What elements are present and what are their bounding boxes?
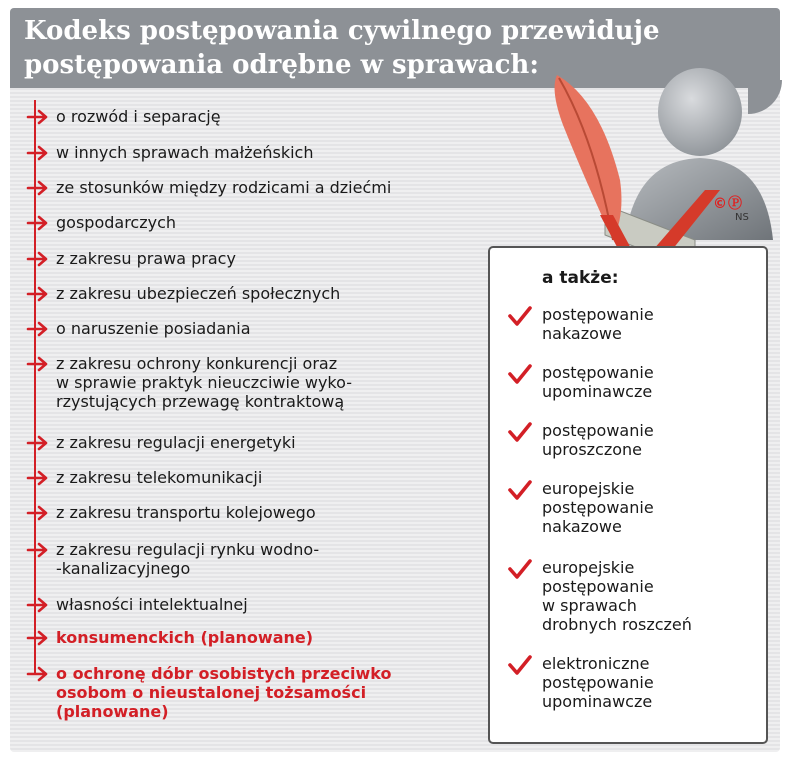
- list-item-label: konsumenckich (planowane): [56, 628, 314, 647]
- arrow-right-icon: [26, 504, 50, 522]
- author-initials: NS: [735, 212, 749, 223]
- checkmark-icon: [508, 305, 532, 327]
- person-head: [658, 68, 742, 156]
- title-line-1: Kodeks postępowania cywilnego przewiduje: [24, 16, 660, 46]
- list-item-label: gospodarczych: [56, 213, 177, 232]
- checkmark-icon: [508, 558, 532, 580]
- list-item-label: z zakresu transportu kolejowego: [56, 503, 316, 522]
- also-item-label: elektroniczne postępowanie upominawcze: [542, 654, 654, 711]
- arrow-right-icon: [26, 665, 50, 683]
- also-item-label: postępowanie nakazowe: [542, 305, 654, 343]
- arrow-right-icon: [26, 179, 50, 197]
- arrow-right-icon: [26, 144, 50, 162]
- also-item-label: europejskie postępowanie nakazowe: [542, 479, 654, 536]
- checkmark-icon: [508, 654, 532, 676]
- also-item-label: postępowanie upominawcze: [542, 363, 654, 401]
- checkmark-icon: [508, 363, 532, 385]
- list-item-label: własności intelektualnej: [56, 595, 248, 614]
- arrow-right-icon: [26, 469, 50, 487]
- arrow-right-icon: [26, 320, 50, 338]
- list-item-label: ze stosunków między rodzicami a dziećmi: [56, 178, 392, 197]
- list-item-label: o rozwód i separację: [56, 107, 221, 126]
- arrow-right-icon: [26, 285, 50, 303]
- list-item-label: z zakresu prawa pracy: [56, 249, 236, 268]
- title-line-2: postępowania odrębne w sprawach:: [24, 50, 539, 80]
- arrow-right-icon: [26, 541, 50, 559]
- list-item-label: o ochronę dóbr osobistych przeciwko osobom o nieustalonej tożsamości (planowane): [56, 664, 392, 721]
- arrow-right-icon: [26, 214, 50, 232]
- list-item-label: z zakresu telekomunikacji: [56, 468, 263, 487]
- arrow-right-icon: [26, 629, 50, 647]
- list-item-label: z zakresu ochrony konkurencji oraz w sprawie praktyk nieuczciwie wyko- rzystujących przewagę kontraktową: [56, 354, 352, 411]
- also-box-title: a także:: [542, 268, 619, 288]
- arrow-right-icon: [26, 355, 50, 373]
- checkmark-icon: [508, 479, 532, 501]
- copyright-mark: ©Ⓟ: [713, 196, 743, 212]
- list-item-label: z zakresu regulacji rynku wodno- -kanalizacyjnego: [56, 540, 320, 578]
- checkmark-icon: [508, 421, 532, 443]
- arrow-right-icon: [26, 108, 50, 126]
- list-item-label: o naruszenie posiadania: [56, 319, 251, 338]
- also-item-label: postępowanie uproszczone: [542, 421, 654, 459]
- list-item-label: z zakresu regulacji energetyki: [56, 433, 296, 452]
- arrow-right-icon: [26, 596, 50, 614]
- list-item-label: z zakresu ubezpieczeń społecznych: [56, 284, 341, 303]
- arrow-right-icon: [26, 434, 50, 452]
- also-item-label: europejskie postępowanie w sprawach drobnych roszczeń: [542, 558, 692, 634]
- list-item-label: w innych sprawach małżeńskich: [56, 143, 314, 162]
- arrow-right-icon: [26, 250, 50, 268]
